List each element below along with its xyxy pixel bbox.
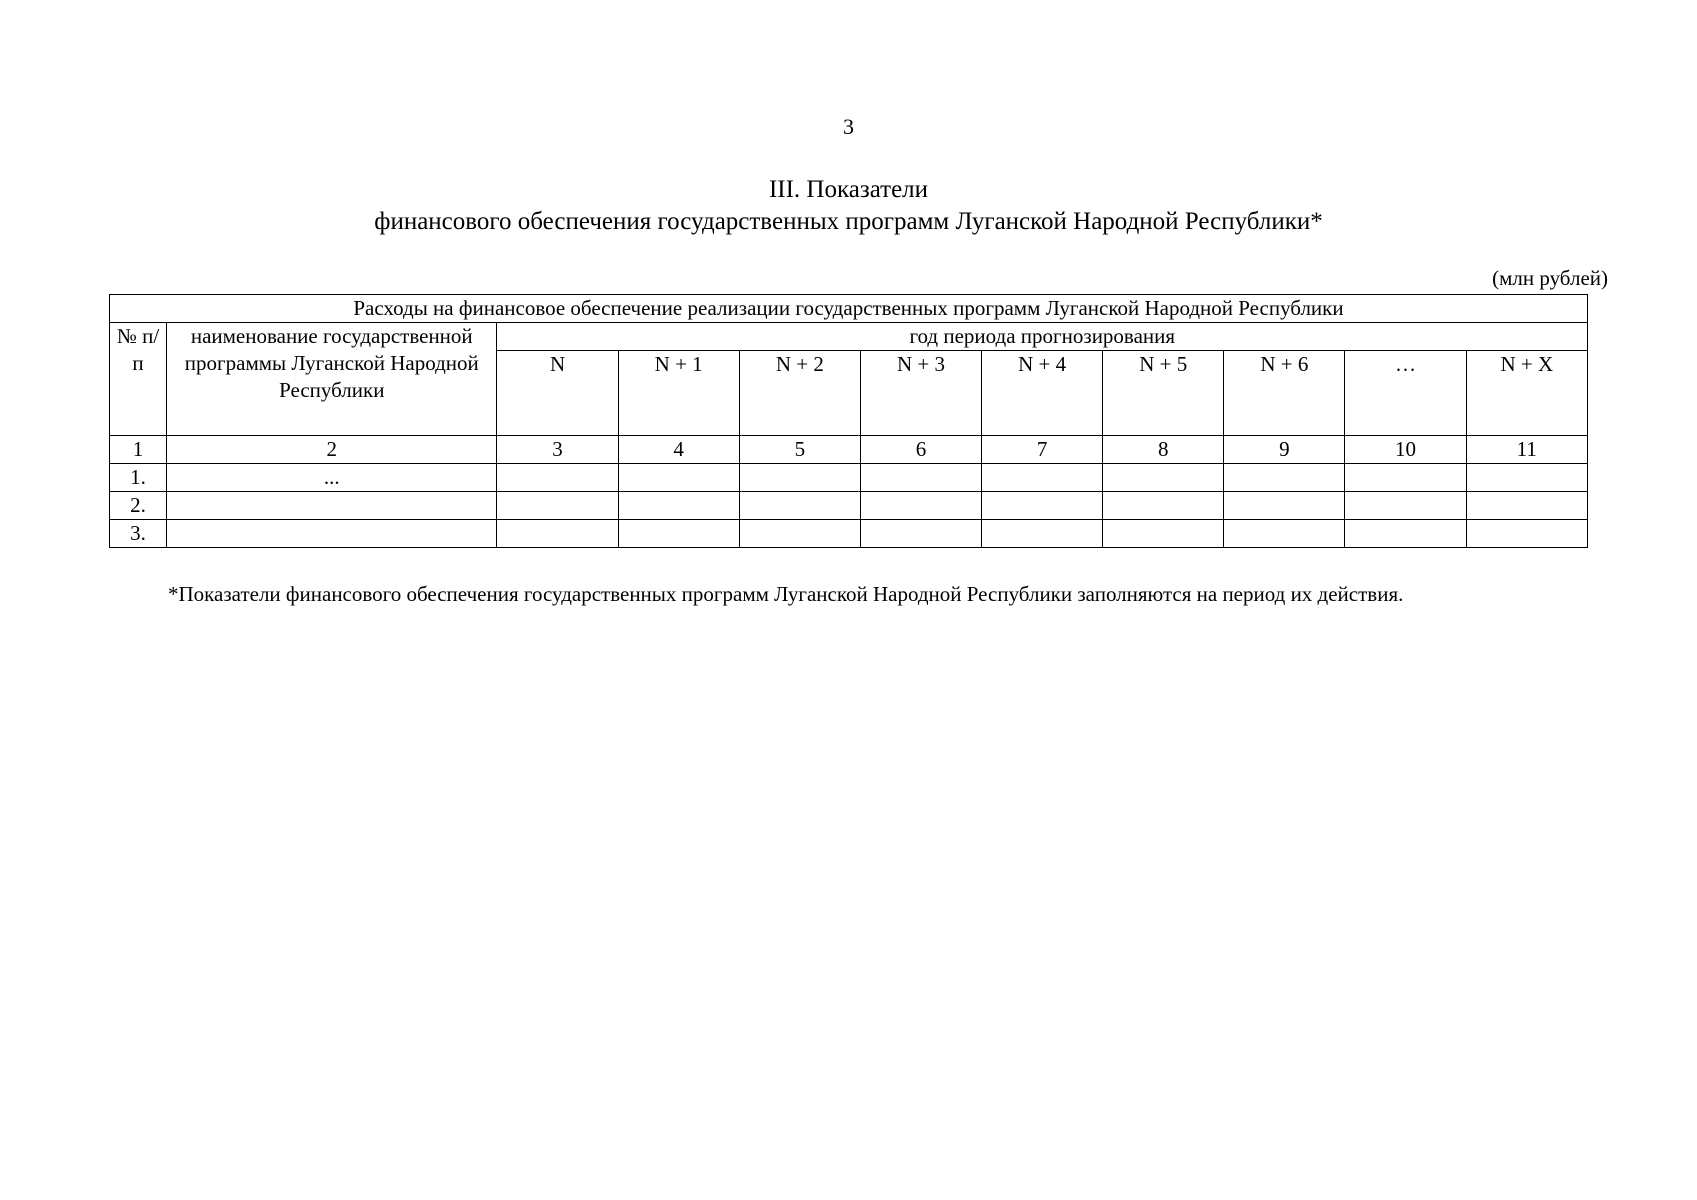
value-cell [618, 520, 739, 548]
column-header-program-name: наименование государственной программы Луганской Народной Республики [167, 323, 497, 436]
value-cell [497, 492, 618, 520]
year-header: N [497, 351, 618, 436]
year-header: N + 6 [1224, 351, 1345, 436]
column-number: 6 [860, 436, 981, 464]
year-header: N + X [1466, 351, 1587, 436]
column-number: 3 [497, 436, 618, 464]
value-cell [1345, 520, 1466, 548]
column-number: 7 [982, 436, 1103, 464]
value-cell [1466, 464, 1587, 492]
column-header-number: № п/п [110, 323, 167, 436]
program-name-cell [167, 520, 497, 548]
year-header: N + 1 [618, 351, 739, 436]
year-header: N + 3 [860, 351, 981, 436]
column-number: 2 [167, 436, 497, 464]
value-cell [860, 492, 981, 520]
column-number: 10 [1345, 436, 1466, 464]
value-cell [1466, 520, 1587, 548]
value-cell [1224, 520, 1345, 548]
year-header: N + 2 [739, 351, 860, 436]
financial-indicators-table [109, 294, 1588, 548]
value-cell [618, 492, 739, 520]
table-row [110, 464, 1588, 492]
value-cell [860, 520, 981, 548]
value-cell [1345, 492, 1466, 520]
column-number: 1 [110, 436, 167, 464]
section-title: III. Показатели [768, 176, 929, 203]
column-number: 4 [618, 436, 739, 464]
row-number: 2. [110, 492, 167, 520]
footnote-text: *Показатели финансового обеспечения государственных программ Луганской Народной Республики заполняются на период их действия. [168, 582, 1404, 606]
page-number: 3 [843, 114, 854, 139]
value-cell [618, 464, 739, 492]
table-row [110, 520, 1588, 548]
row-number: 1. [110, 464, 167, 492]
row-number: 3. [110, 520, 167, 548]
year-header: N + 5 [1103, 351, 1224, 436]
value-cell [739, 492, 860, 520]
value-cell [1103, 492, 1224, 520]
value-cell [497, 464, 618, 492]
value-cell [1224, 492, 1345, 520]
value-cell [739, 520, 860, 548]
value-cell [982, 520, 1103, 548]
value-cell [1103, 464, 1224, 492]
table-row [110, 492, 1588, 520]
section-subtitle: финансового обеспечения государственных программ Луганской Народной Республики* [374, 208, 1323, 235]
value-cell [982, 464, 1103, 492]
footnote [114, 580, 1588, 609]
year-header: N + 4 [982, 351, 1103, 436]
value-cell [497, 520, 618, 548]
table-caption: Расходы на финансовое обеспечение реализации государственных программ Луганской Народной Республики [110, 295, 1588, 323]
units-label: (млн рублей) [1492, 266, 1608, 290]
period-header: год периода прогнозирования [497, 323, 1588, 351]
value-cell [982, 492, 1103, 520]
column-number: 11 [1466, 436, 1587, 464]
column-number: 5 [739, 436, 860, 464]
value-cell [739, 464, 860, 492]
year-header: … [1345, 351, 1466, 436]
value-cell [1466, 492, 1587, 520]
value-cell [1224, 464, 1345, 492]
value-cell [860, 464, 981, 492]
program-name-cell: ... [167, 464, 497, 492]
value-cell [1345, 464, 1466, 492]
value-cell [1103, 520, 1224, 548]
column-number: 9 [1224, 436, 1345, 464]
column-number: 8 [1103, 436, 1224, 464]
program-name-cell [167, 492, 497, 520]
